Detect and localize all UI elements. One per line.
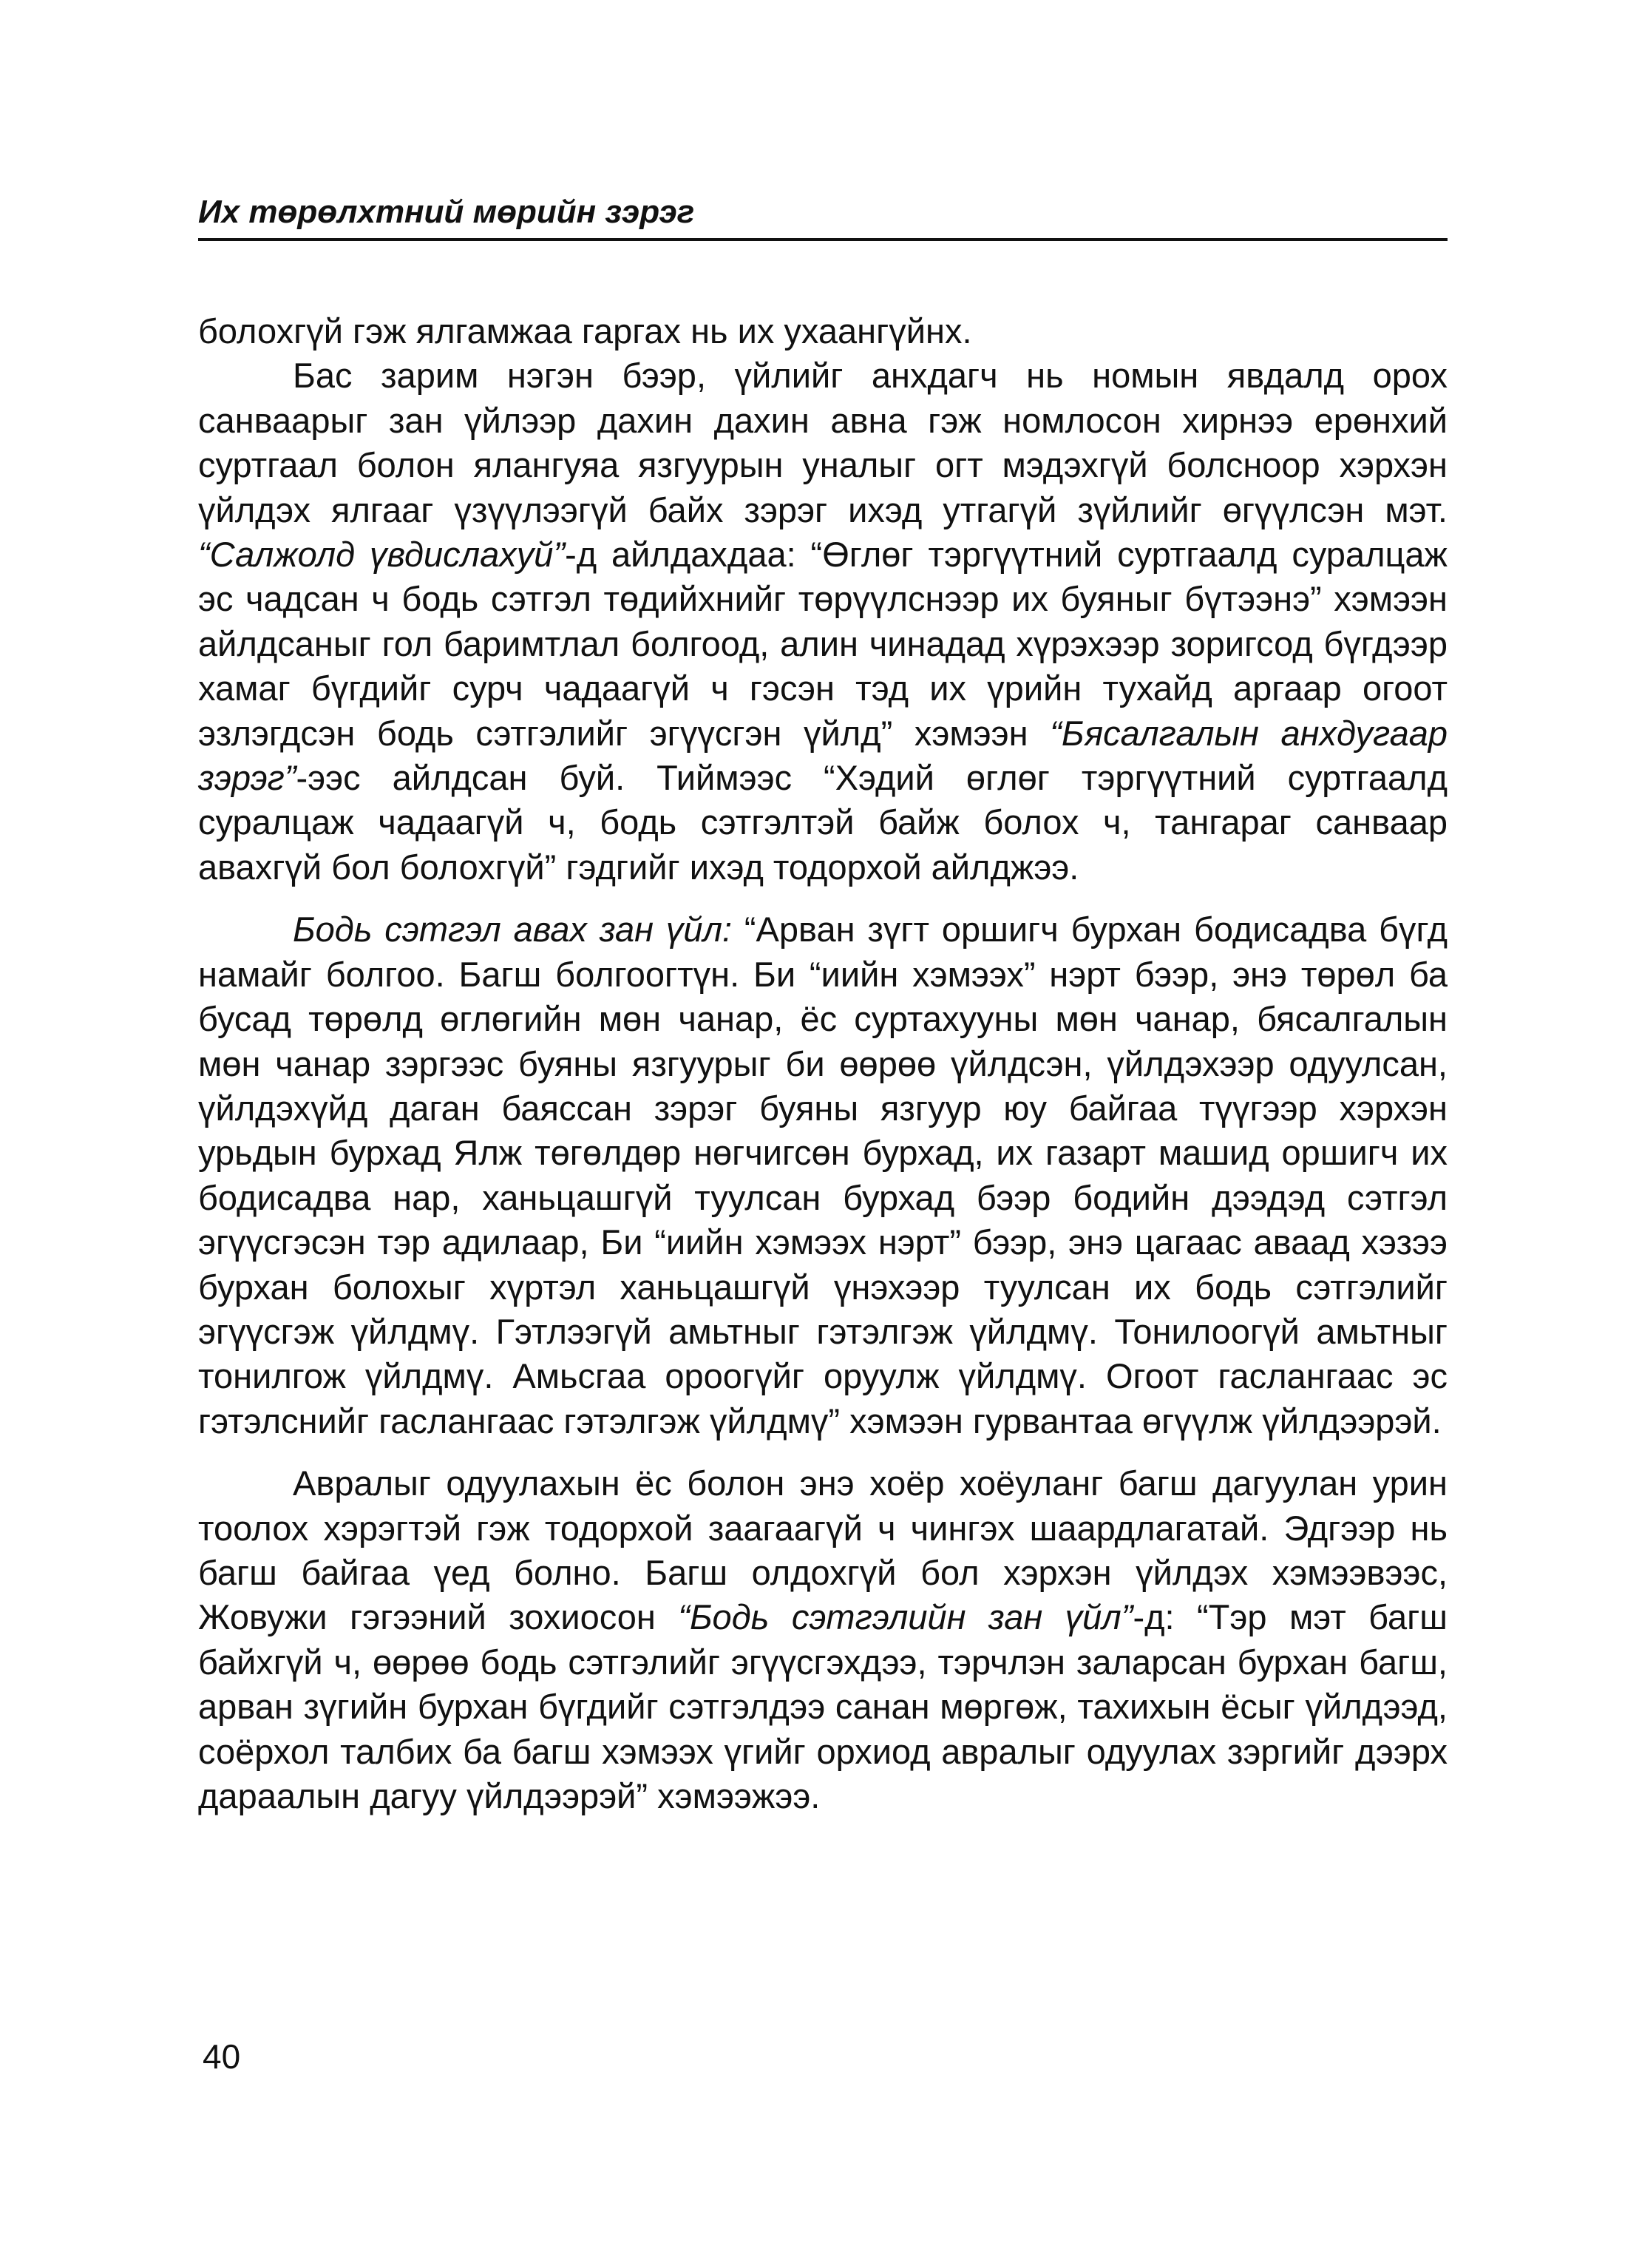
paragraph-text: -ээс айлдсан буй. Тиймээс “Хэдий өглөг тэргүүтний суртгаалд суралцаж чадаагүй ч, бодь сэтгэлтэй байж болох ч, тангараг санваар авахгүй бол болохгүй” гэдгийг ихэд тодорхой айлджээ. — [198, 758, 1448, 887]
paragraph — [198, 1461, 1448, 1818]
paragraph — [198, 353, 1448, 890]
paragraph — [198, 907, 1448, 1443]
source-reference: “Бясалгалын анхдугаар зэрэг” — [198, 713, 1448, 798]
source-reference: “Салжолд үвдислахуй” — [198, 535, 566, 575]
running-header — [198, 194, 1448, 241]
header-title: Их төрөлхтний мөрийн зэрэг — [198, 194, 695, 230]
paragraph-text: Бас зарим нэгэн бээр, үйлийг анхдагч нь номын явдалд орох санваарыг зан үйлээр дахин дахин авна гэж номлосон хирнээ ерөнхий суртгаал болон ялангуяа язгуурын уналыг огт мэдэхгүй болсноор хэрхэн үйлдэх ялгааг үзүүлээгүй байх зэрэг ихэд утгагүй зүйлийг өгүүлсэн мэт. — [198, 356, 1448, 529]
body-text — [198, 309, 1448, 1818]
paragraph-text: Авралыг одуулахын ёс болон энэ хоёр хоёуланг багш дагуулан урин тоолох хэрэгтэй гэж тодорхой заагаагүй ч чингэх шаардлагатай. Эдгээр нь багш байгаа үед болно. Багш олдохгүй бол хэрхэн үйлдэх хэмээвээс, Жовужи гэгээний зохиосон — [198, 1463, 1448, 1637]
paragraph-text: -д: “Тэр мэт багш байхгүй ч, өөрөө бодь сэтгэлийг эгүүсгэхдээ, тэрчлэн заларсан бурхан багш, арван зүгийн бурхан бүгдийг сэтгэлдээ санан мөргөж, тахихын ёсыг үйлдээд, соёрхол талбих ба багш хэмээх үгийг орхиод авралыг одуулах зэргийг дээрх дараалын дагуу үйлдээрэй” хэмээжээ. — [198, 1597, 1448, 1815]
paragraph-text: болохгүй гэж ялгамжаа гаргах нь их ухаангүйнх. — [198, 311, 972, 351]
paragraph-continuation — [198, 309, 1448, 353]
source-reference: “Бодь сэтгэлийн зан үйл” — [678, 1597, 1133, 1637]
section-lead: Бодь сэтгэл авах зан үйл: — [293, 910, 733, 949]
paragraph-text: -д айлдахдаа: “Өглөг тэргүүтний суртгаалд суралцаж эс чадсан ч бодь сэтгэл төдийхнийг төрүүлснээр их буяныг бүтээнэ” хэмээн айлдсаныг гол баримтлал болгоод, алин чинадад хүрэхээр зоригсод бүгдээр хамаг бүгдийг сурч чадаагүй ч гэсэн тэд их үрийн тухайд аргаар огоот эзлэгдсэн бодь сэтгэлийг эгүүсгэн үйлд” хэмээн — [198, 535, 1448, 753]
paragraph-text: “Арван зүгт оршигч бурхан бодисадва бүгд намайг болгоо. Багш болгоогтүн. Би “иийн хэмээх” нэрт бээр, энэ төрөл ба бусад төрөлд өглөгийн мөн чанар, ёс суртахууны мөн чанар, бясалгалын мөн чанар зэргээс буяны язгуурыг би өөрөө үйлдсэн, үйлдэхээр одуулсан, үйлдэхүйд даган баяссан зэрэг буяны язгуур юу байгаа түүгээр хэрхэн урьдын бурхад Ялж төгөлдөр нөгчигсөн бурхад, их газарт машид оршигч их бодисадва нар, ханьцашгүй туулсан бурхад бээр бодийн дээдэд сэтгэл эгүүсгэсэн тэр адилаар, Би “иийн хэмээх нэрт” бээр, энэ цагаас аваад хэзээ бурхан болохыг хүртэл ханьцашгүй үнэхээр туулсан их бодь сэтгэлийг эгүүсгэж үйлдмү. Гэтлээгүй амьтныг гэтэлгэж үйлдмү. Тонилоогүй амьтныг тонилгож үйлдмү. Амьсгаа ороогүйг оруулж үйлдмү. Огоот гаслангаас эс гэтэлснийг гаслангаас гэтэлгэж үйлдмү” хэмээн гурвантаа өгүүлж үйлдээрэй. — [198, 910, 1448, 1441]
page-number: 40 — [203, 2037, 241, 2076]
